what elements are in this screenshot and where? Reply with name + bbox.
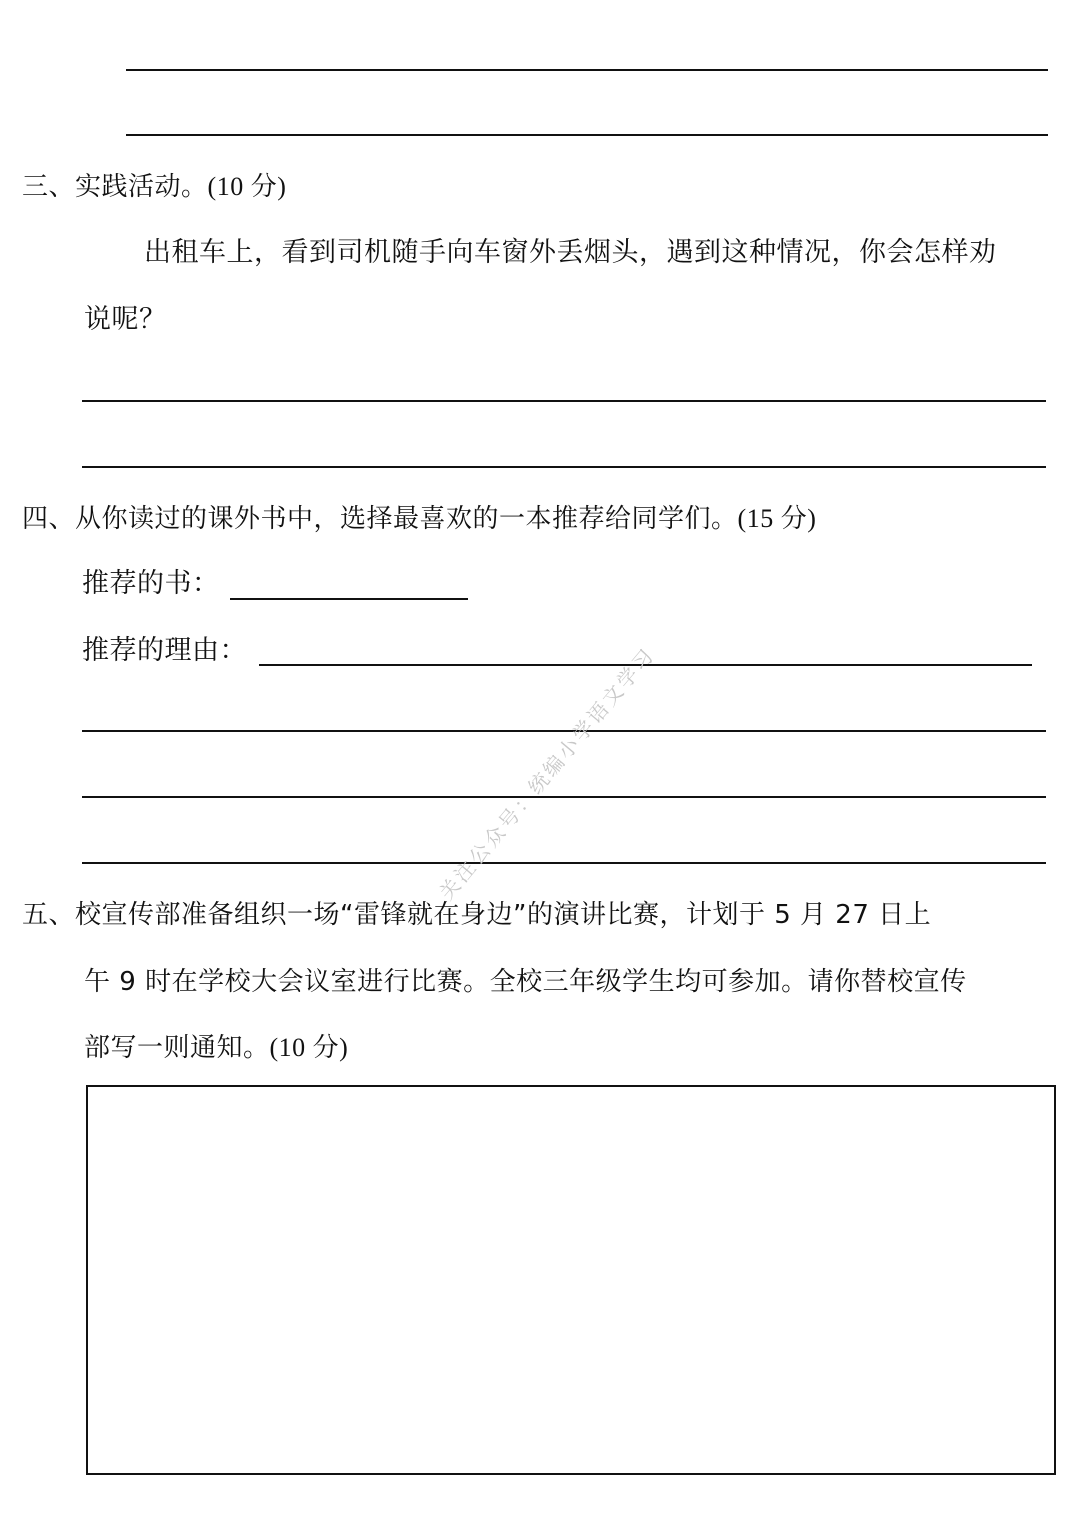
section4-number: 四、 (22, 504, 76, 534)
section3-title: 实践活动。 (75, 172, 208, 202)
section5-score: (10 分) (269, 1033, 349, 1062)
section3-score: (10 分) (207, 172, 287, 201)
book-label: 推荐的书： (82, 568, 220, 599)
section3-heading (22, 170, 286, 204)
section5-line3-text: 部写一则通知。 (84, 1033, 270, 1063)
answer-line-top-1[interactable] (126, 69, 1048, 71)
reason-label: 推荐的理由： (82, 635, 247, 666)
section4-title: 从你读过的课外书中，选择最喜欢的一本推荐给同学们。 (75, 504, 738, 534)
answer-line-top-2[interactable] (126, 134, 1048, 136)
section3-prompt-line1: 出租车上，看到司机随手向车窗外丢烟头，遇到这种情况，你会怎样劝 (144, 237, 997, 268)
section3-number: 三、 (22, 172, 76, 202)
section3-answer-line-2[interactable] (82, 466, 1046, 468)
section5-line1-text: 校宣传部准备组织一场“雷锋就在身边”的演讲比赛，计划于 5 月 27 日上 (75, 900, 932, 930)
section5-line2: 午 9 时在学校大会议室进行比赛。全校三年级学生均可参加。请你替校宣传 (84, 967, 967, 997)
reason-answer-line-3[interactable] (82, 796, 1046, 798)
book-answer-line[interactable] (230, 598, 468, 600)
section5-number: 五、 (22, 900, 76, 930)
section4-score: (15 分) (737, 504, 817, 533)
reason-answer-line-4[interactable] (82, 862, 1046, 864)
section4-heading (22, 502, 816, 536)
section3-prompt-line2: 说呢？ (84, 304, 167, 335)
section5-line3 (84, 1031, 348, 1065)
notice-answer-box[interactable] (86, 1085, 1056, 1475)
section3-answer-line-1[interactable] (82, 400, 1046, 402)
watermark: 关注公众号：统编小学语文学习 (434, 642, 660, 905)
section5-line1 (22, 898, 931, 932)
